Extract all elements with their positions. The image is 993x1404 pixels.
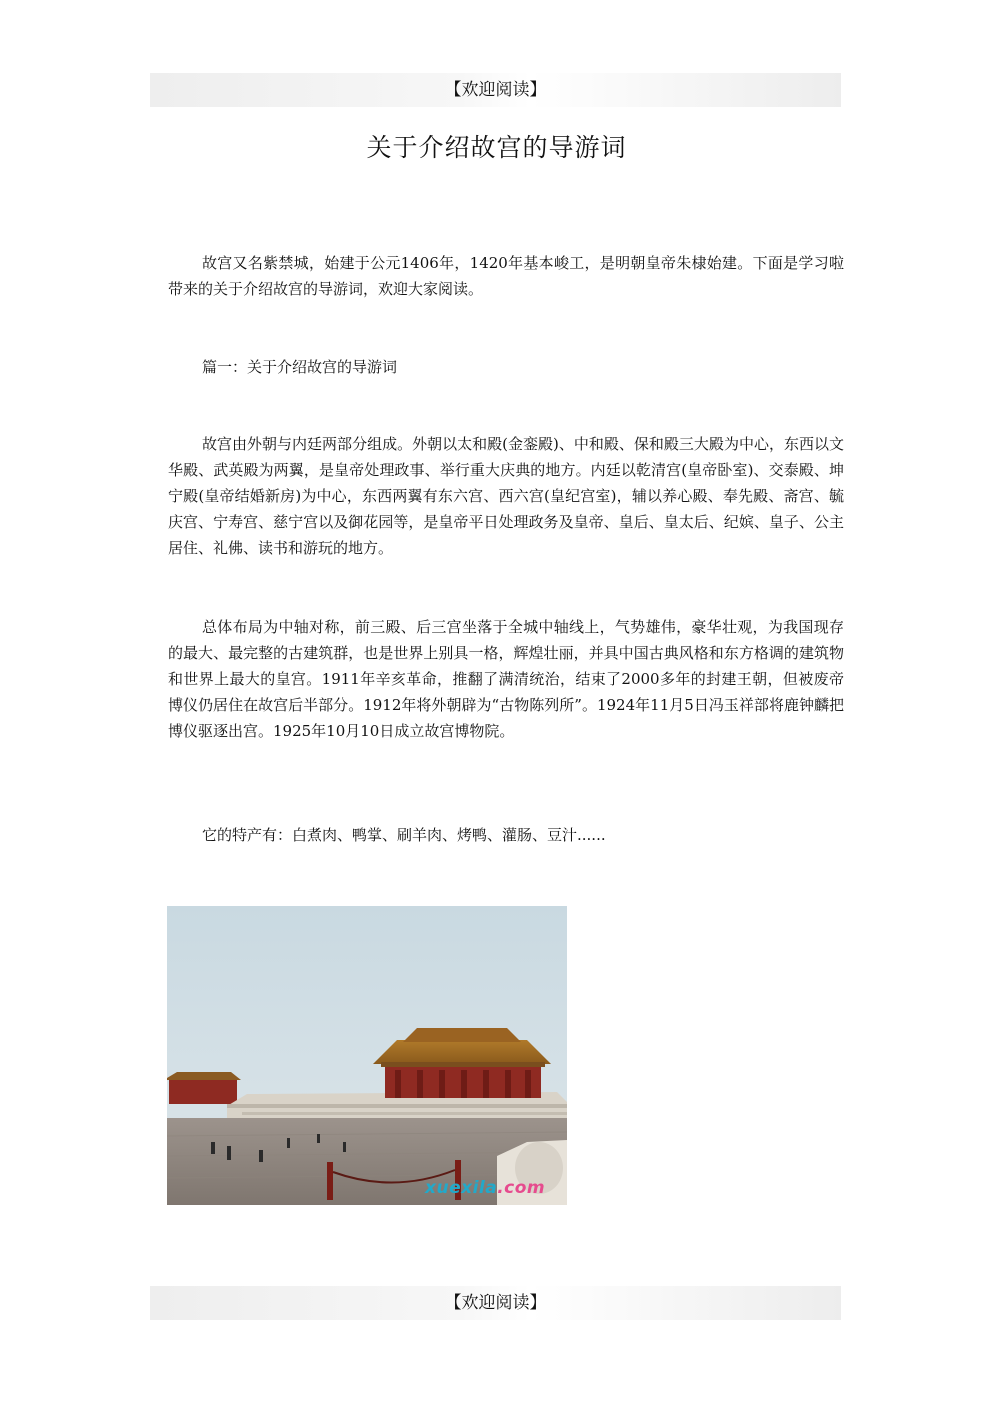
forbidden-city-photo	[167, 906, 567, 1205]
body-paragraph-layout: 故宫由外朝与内廷两部分组成。外朝以太和殿(金銮殿)、中和殿、保和殿三大殿为中心，东西以文华殿、武英殿为两翼，是皇帝处理政事、举行重大庆典的地方。内廷以乾清宫(皇帝卧室)、交泰殿、坤宁殿(皇帝结婚新房)为中心，东西两翼有东六宫、西六宫(皇纪宫室)，辅以养心殿、奉先殿、斋宫、毓庆宫、宁寿宫、慈宁宫以及御花园等，是皇帝平日处理政务及皇帝、皇后、皇太后、纪嫔、皇子、公主居住、礼佛、读书和游玩的地方。	[168, 435, 844, 557]
body-paragraph-history: 总体布局为中轴对称，前三殿、后三宫坐落于全城中轴线上，气势雄伟，豪华壮观，为我国现存的最大、最完整的古建筑群，也是世界上别具一格，辉煌壮丽，并具中国古典风格和东方格调的建筑物和世界上最大的皇宫。1911年辛亥革命，推翻了满清统治，结束了2000多年的封建王朝，但被废帝博仪仍居住在故宫后半部分。1912年将外朝辟为“古物陈列所”。1924年11月5日冯玉祥部将鹿钟麟把博仪驱逐出宫。1925年10月10日成立故宫博物院。	[168, 618, 844, 740]
page-title: 关于介绍故宫的导游词	[366, 133, 627, 162]
photo-watermark: xuexila.com	[425, 1178, 546, 1198]
body-paragraph-specialties: 它的特产有：白煮肉、鸭掌、刷羊肉、烤鸭、灌肠、豆汁......	[202, 826, 606, 844]
intro-paragraph: 故宫又名紫禁城，始建于公元1406年，1420年基本峻工，是明朝皇帝朱棣始建。下面是学习啦带来的关于介绍故宫的导游词，欢迎大家阅读。	[168, 254, 844, 298]
header-banner: 【欢迎阅读】	[150, 73, 841, 107]
palace-illustration	[167, 906, 567, 1205]
section-heading: 篇一：关于介绍故宫的导游词	[202, 358, 398, 376]
footer-banner: 【欢迎阅读】	[150, 1286, 841, 1320]
